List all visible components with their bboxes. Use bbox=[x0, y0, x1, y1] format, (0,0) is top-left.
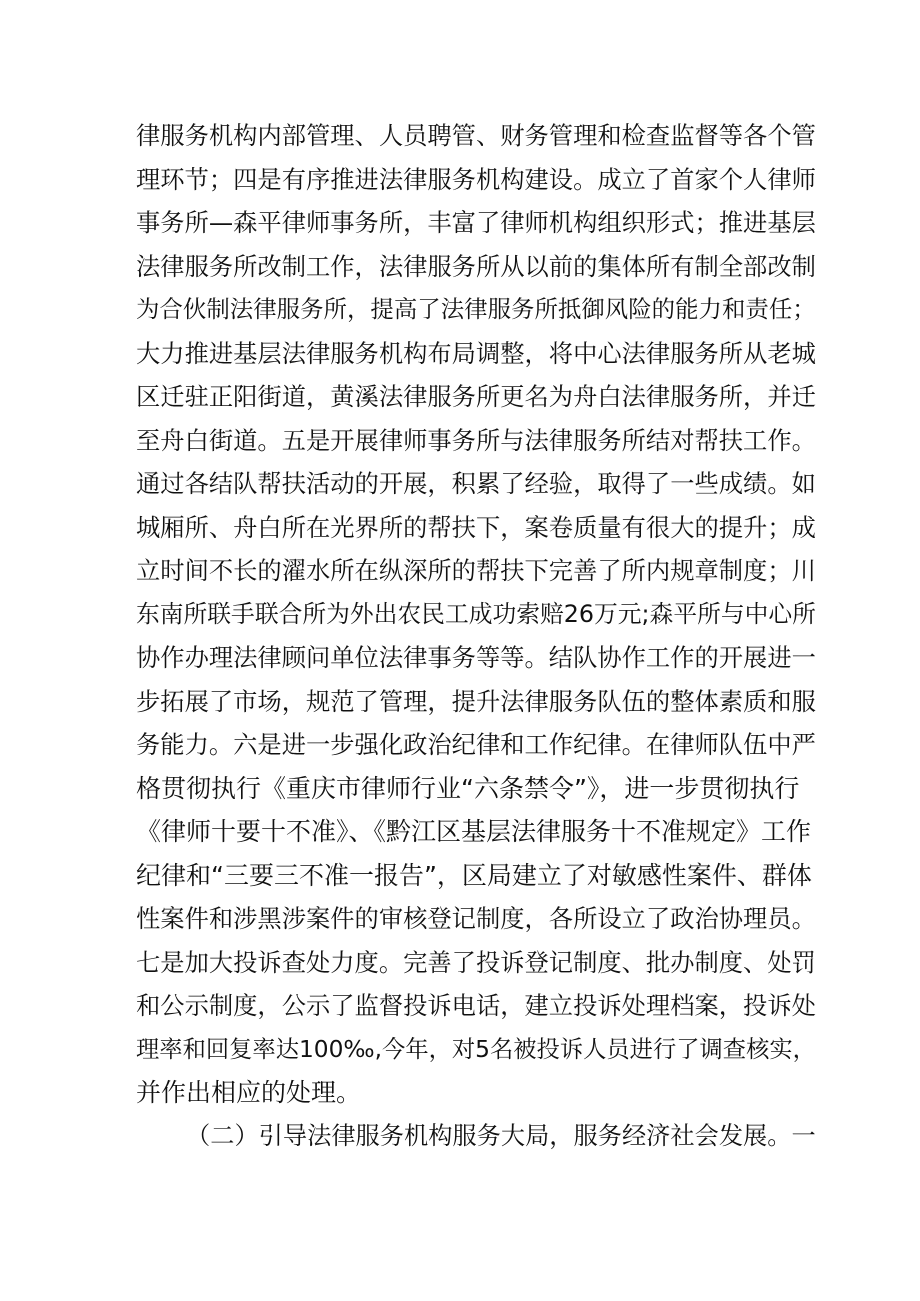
text-line: 格贯彻执行《重庆市律师行业“六条禁令”》，进一步贯彻执行 bbox=[136, 773, 800, 803]
section-heading-line: （二）引导法律服务机构服务大局，服务经济社会发展。一 bbox=[186, 1121, 816, 1150]
text-line: 《律师十要十不准》、《黔江区基层法律服务十不准规定》工作 bbox=[136, 817, 812, 846]
text-line: 纪律和“三要三不准一报告”，区局建立了对敏感性案件、群体 bbox=[136, 860, 812, 890]
text-line: 区迁驻正阳街道，黄溪法律服务所更名为舟白法律服务所，并迁 bbox=[136, 382, 816, 411]
text-line: 步拓展了市场，规范了管理，提升法律服务队伍的整体素质和服 bbox=[136, 686, 816, 716]
text-line: 立时间不长的濯水所在纵深所的帮扶下完善了所内规章制度；川 bbox=[136, 556, 816, 585]
text-line: 协作办理法律顾问单位法律事务等等。结队协作工作的开展进一 bbox=[136, 643, 816, 672]
text-line: 城厢所、舟白所在光界所的帮扶下，案卷质量有很大的提升；成 bbox=[136, 512, 816, 542]
text-line: 至舟白街道。五是开展律师事务所与法律服务所结对帮扶工作。 bbox=[136, 425, 816, 455]
text-line: 东南所联手联合所为外出农民工成功索赔26万元;森平所与中心所 bbox=[136, 599, 816, 628]
text-line: 大力推进基层法律服务机构布局调整，将中心法律服务所从老城 bbox=[136, 338, 816, 368]
text-line: 理率和回复率达100‰,今年，对5名被投诉人员进行了调查核实， bbox=[136, 1035, 816, 1063]
text-line: 法律服务所改制工作，法律服务所从以前的集体所有制全部改制 bbox=[136, 251, 816, 281]
text-line: 理环节；四是有序推进法律服务机构建设。成立了首家个人律师 bbox=[136, 164, 816, 194]
text-line: 事务所—森平律师事务所，丰富了律师机构组织形式；推进基层 bbox=[136, 208, 816, 237]
text-line: 和公示制度，公示了监督投诉电话，建立投诉处理档案，投诉处 bbox=[136, 991, 816, 1020]
body-text bbox=[136, 114, 816, 1158]
text-line: 性案件和涉黑涉案件的审核登记制度，各所设立了政治协理员。 bbox=[136, 904, 816, 933]
text-line: 务能力。六是进一步强化政治纪律和工作纪律。在律师队伍中严 bbox=[136, 730, 816, 759]
text-line: 并作出相应的处理。 bbox=[136, 1078, 362, 1107]
text-line: 为合伙制法律服务所，提高了法律服务所抵御风险的能力和责任； bbox=[136, 295, 816, 323]
text-line: 通过各结队帮扶活动的开展，积累了经验，取得了一些成绩。如 bbox=[136, 469, 816, 498]
text-line: 七是加大投诉查处力度。完善了投诉登记制度、批办制度、处罚 bbox=[136, 947, 816, 977]
text-line: 律服务机构内部管理、人员聘管、财务管理和检查监督等各个管 bbox=[136, 121, 816, 150]
